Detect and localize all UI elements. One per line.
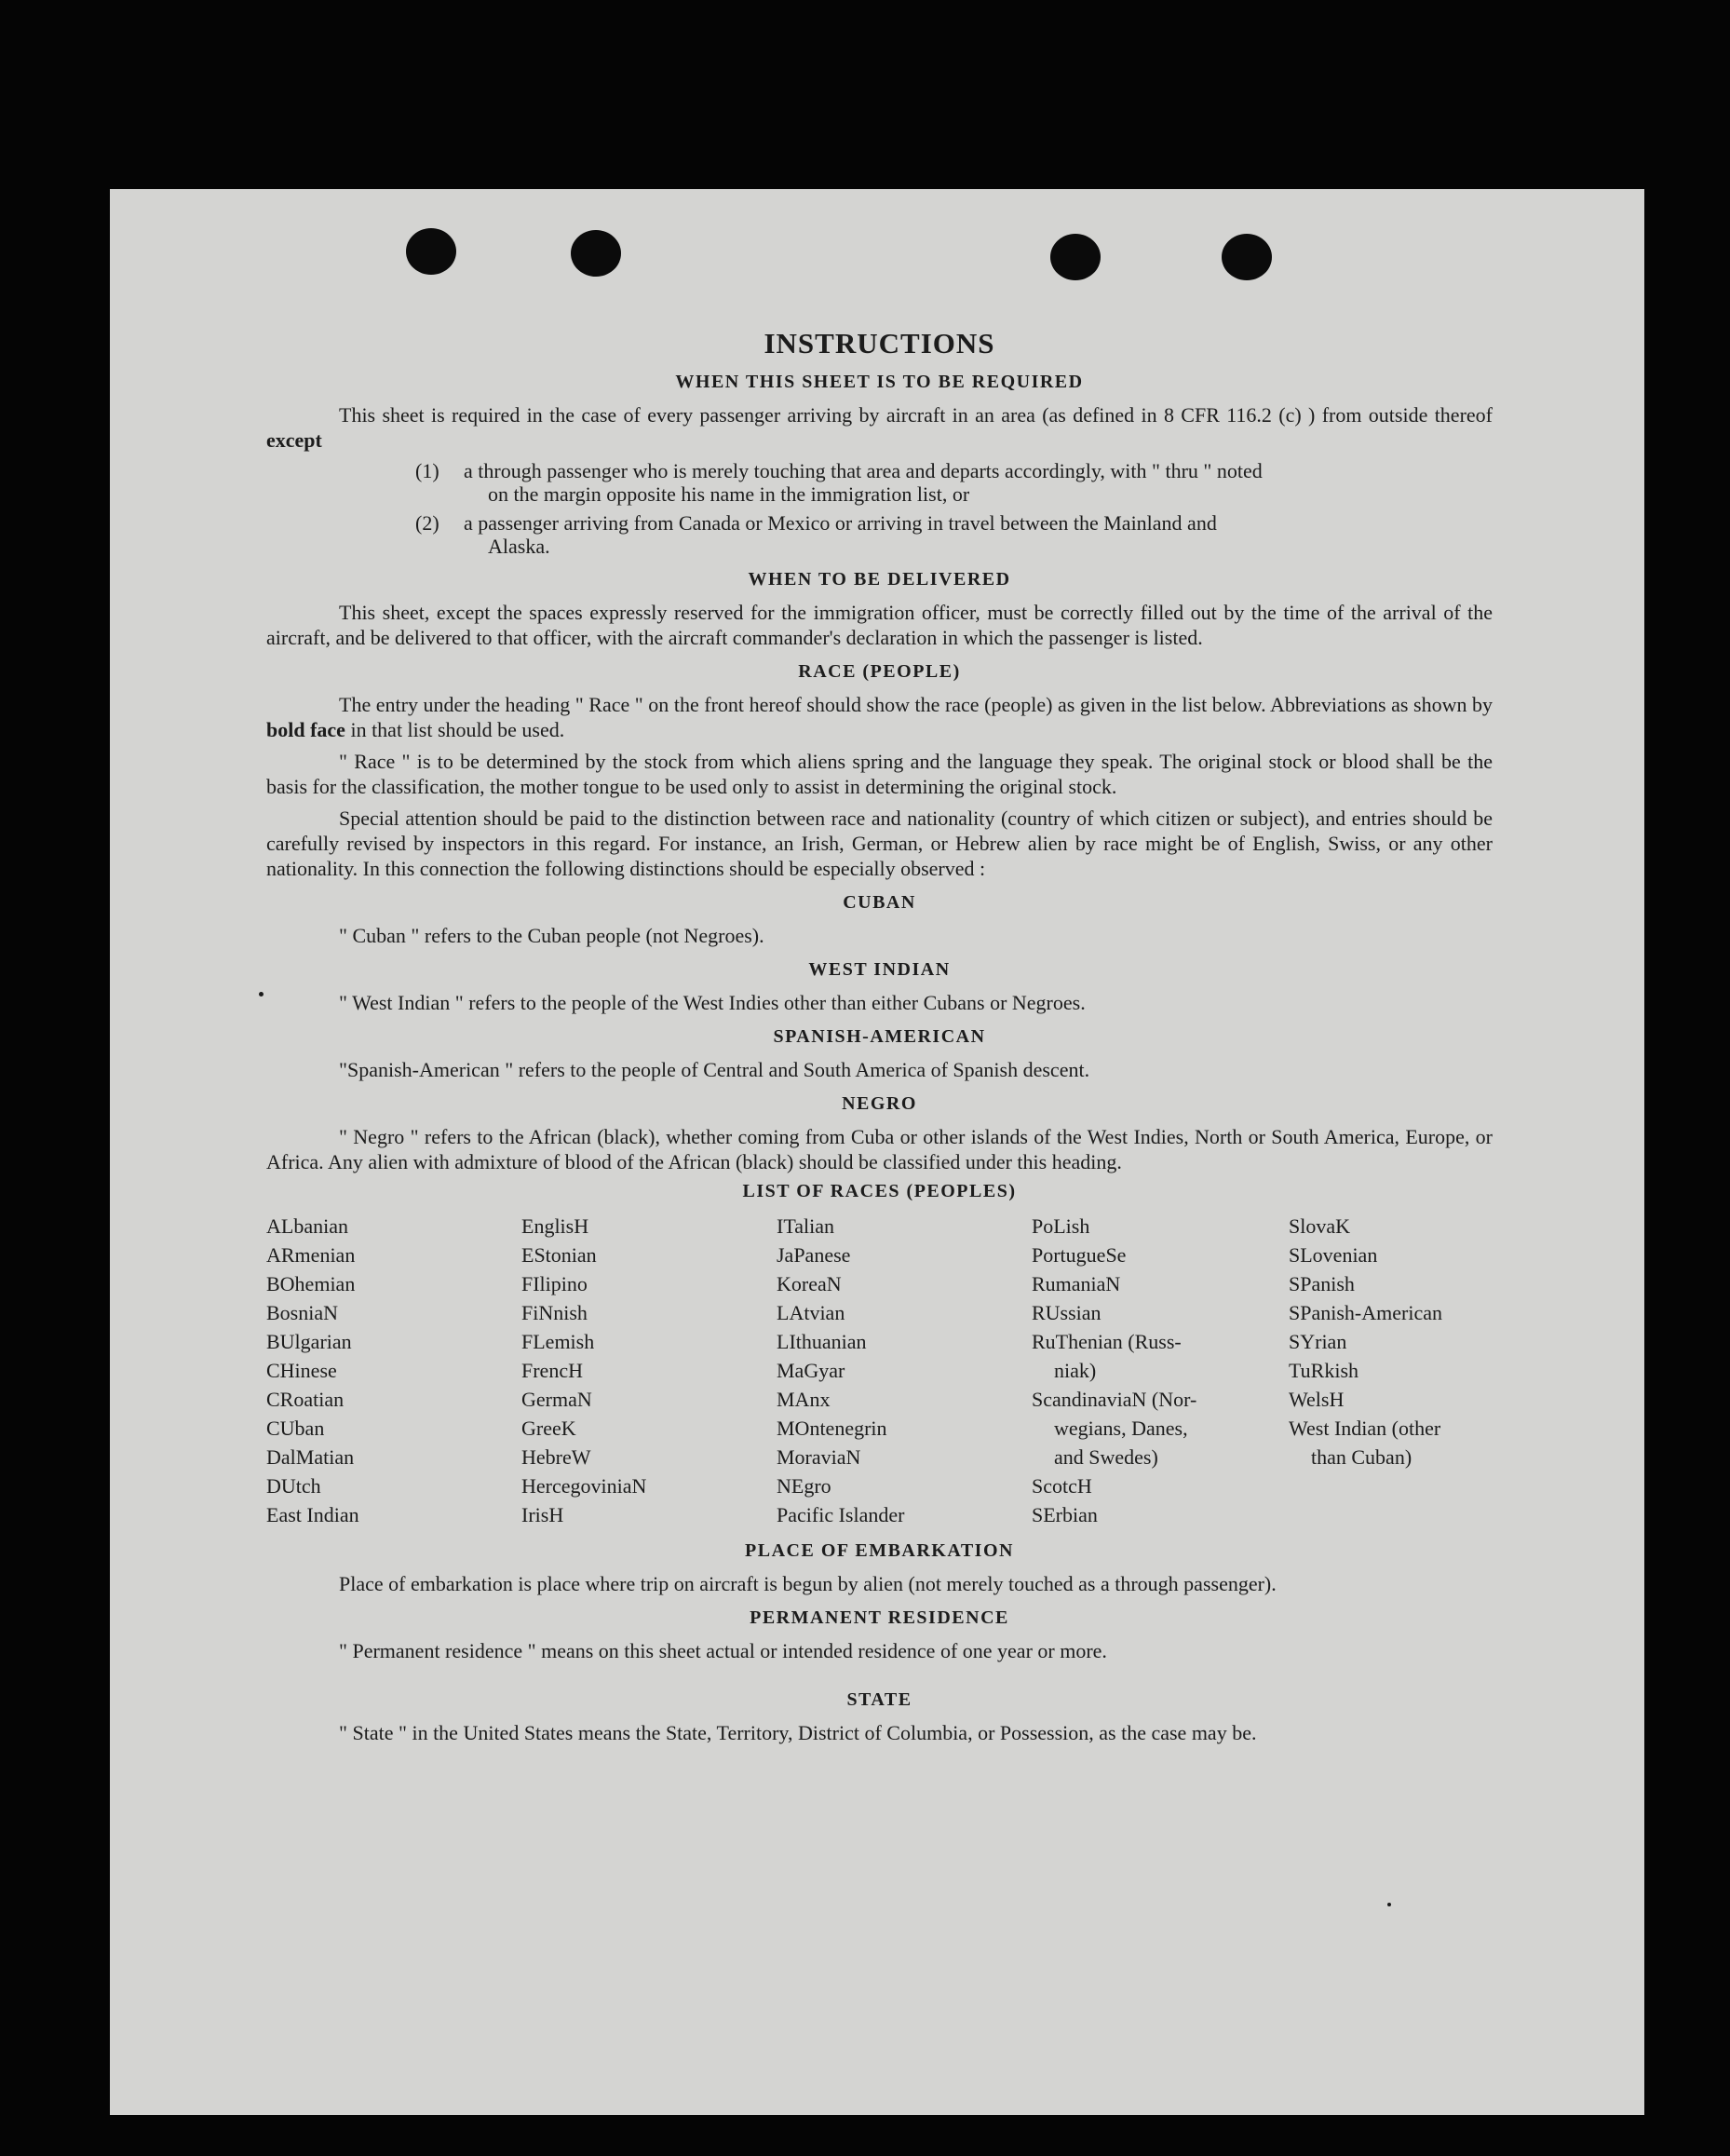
race-item: SYrian [1289, 1330, 1347, 1353]
race-item: MaGyar [777, 1359, 845, 1382]
required-paragraph [266, 402, 1493, 453]
race-item: FLemish [521, 1330, 595, 1353]
race-item: HercegoviniaN [521, 1474, 647, 1498]
race-text-b: in that list should be used. [350, 718, 565, 741]
item-number: (1) [415, 459, 439, 482]
race-paragraph-1 [266, 692, 1493, 742]
race-item: CRoatian [266, 1388, 345, 1411]
race-item: MAnx [777, 1388, 831, 1411]
race-item: RumaniaN [1032, 1272, 1121, 1295]
race-item: ALbanian [266, 1214, 348, 1238]
race-item-continuation: niak) [1054, 1359, 1097, 1382]
speck [1387, 1903, 1391, 1906]
race-paragraph-2: " Race " is to be determined by the stock from which aliens spring and the language they speak. The original stock or blood shall be the basis for the classification, the mother tongue to be used only to assist in determining the original stock. [266, 750, 1493, 798]
item-number: (2) [415, 511, 439, 535]
speck [259, 992, 264, 997]
race-item: ARmenian [266, 1243, 356, 1267]
races-column-1 [266, 1212, 521, 1529]
race-item: IrisH [521, 1503, 564, 1526]
section-heading-race: RACE (PEOPLE) [798, 661, 961, 682]
race-item: MoraviaN [777, 1445, 861, 1469]
race-item: PortugueSe [1032, 1243, 1127, 1267]
race-item: TuRkish [1289, 1359, 1359, 1382]
item-line: on the margin opposite his name in the immigration list, or [488, 482, 970, 506]
race-item: East Indian [266, 1503, 359, 1526]
negro-paragraph: " Negro " refers to the African (black), whether coming from Cuba or other islands of the West Indies, North or South America, Europe, or Africa. Any alien with admixture of blood of the African (black) should be classified under this heading. [266, 1125, 1493, 1173]
item-text [464, 459, 1493, 506]
race-item: ScotcH [1032, 1474, 1092, 1498]
race-item: JaPanese [777, 1243, 851, 1267]
race-item: EnglisH [521, 1214, 589, 1238]
race-item: CHinese [266, 1359, 337, 1382]
races-column-2 [521, 1212, 777, 1529]
race-item: NEgro [777, 1474, 831, 1498]
cuban-paragraph: " Cuban " refers to the Cuban people (not Negroes). [339, 924, 764, 947]
section-heading-state: STATE [846, 1689, 912, 1710]
race-item: SLovenian [1289, 1243, 1378, 1267]
item-line: Alaska. [488, 535, 550, 558]
races-column-3 [777, 1212, 1032, 1529]
item-line: a passenger arriving from Canada or Mexico or arriving in travel between the Mainland and [464, 511, 1217, 535]
delivered-paragraph: This sheet, except the spaces expressly reserved for the immigration officer, must be correctly filled out by the time of the arrival of the aircraft, and be delivered to that officer, with the aircraft commander's declaration in which the passenger is listed. [266, 601, 1493, 649]
section-heading-residence: PERMANENT RESIDENCE [750, 1607, 1009, 1628]
section-heading-cuban: CUBAN [843, 892, 916, 913]
race-item: PoLish [1032, 1214, 1090, 1238]
race-item: FiNnish [521, 1301, 588, 1324]
residence-paragraph: " Permanent residence " means on this sheet actual or intended residence of one year or more. [339, 1639, 1107, 1662]
punch-hole [406, 228, 456, 275]
race-item: SlovaK [1289, 1214, 1350, 1238]
punch-hole [1050, 234, 1101, 280]
race-item-continuation: wegians, Danes, [1054, 1417, 1188, 1440]
spanish-american-paragraph: "Spanish-American " refers to the people of Central and South America of Spanish descent. [339, 1058, 1090, 1081]
list-item [415, 511, 1493, 558]
except-text: except [266, 428, 322, 452]
section-heading-embarkation: PLACE OF EMBARKATION [745, 1540, 1014, 1561]
race-item-continuation: than Cuban) [1311, 1445, 1412, 1469]
race-item: SPanish [1289, 1272, 1355, 1295]
race-item: FrencH [521, 1359, 583, 1382]
section-heading-spanish-american: SPANISH-AMERICAN [773, 1026, 986, 1047]
race-item: BosniaN [266, 1301, 338, 1324]
bold-face-text: bold face [266, 718, 345, 741]
race-item: SPanish-American [1289, 1301, 1442, 1324]
required-text: This sheet is required in the case of every passenger arriving by aircraft in an area (as defined in 8 CFR 116.2 (c) ) from outside thereof [339, 403, 1493, 427]
race-paragraph-3: Special attention should be paid to the distinction between race and nationality (country of which citizen or subject), and entries should be carefully revised by inspectors in this regard. For instance, an Irish, German, or Hebrew alien by race might be of English, Swiss, or any other nationality. In this connection the following distinctions should be especially observed : [266, 807, 1493, 880]
race-text-a: The entry under the heading " Race " on the front hereof should show the race (people) as given in the list below. Abbreviations as shown by [339, 693, 1493, 716]
item-text [464, 511, 1493, 558]
race-item: EStonian [521, 1243, 597, 1267]
race-item: West Indian (other [1289, 1417, 1441, 1440]
race-item: DalMatian [266, 1445, 355, 1469]
races-column-5 [1289, 1212, 1493, 1529]
race-item: Pacific Islander [777, 1503, 905, 1526]
race-item-continuation: and Swedes) [1054, 1445, 1158, 1469]
race-item: KoreaN [777, 1272, 842, 1295]
item-line: a through passenger who is merely touching that area and departs accordingly, with " thru " noted [464, 459, 1263, 482]
race-item: DUtch [266, 1474, 321, 1498]
race-item: HebreW [521, 1445, 591, 1469]
race-item: GermaN [521, 1388, 592, 1411]
race-item: ITalian [777, 1214, 834, 1238]
section-heading-negro: NEGRO [842, 1093, 917, 1114]
race-item: SErbian [1032, 1503, 1098, 1526]
west-indian-paragraph: " West Indian " refers to the people of the West Indies other than either Cubans or Negroes. [339, 991, 1086, 1014]
punch-hole [1222, 234, 1272, 280]
race-item: FIlipino [521, 1272, 588, 1295]
section-heading-west-indian: WEST INDIAN [808, 959, 951, 980]
race-item: LAtvian [777, 1301, 845, 1324]
section-heading-delivered: WHEN TO BE DELIVERED [748, 569, 1011, 590]
state-paragraph: " State " in the United States means the State, Territory, District of Columbia, or Possession, as the case may be. [339, 1721, 1257, 1744]
section-heading-races-list: LIST OF RACES (PEOPLES) [742, 1181, 1017, 1201]
section-heading-required: WHEN THIS SHEET IS TO BE REQUIRED [675, 372, 1084, 392]
document-sheet [110, 189, 1644, 2115]
race-item: GreeK [521, 1417, 576, 1440]
race-item: WelsH [1289, 1388, 1345, 1411]
race-item: ScandinaviaN (Nor- [1032, 1388, 1197, 1411]
race-item: BOhemian [266, 1272, 356, 1295]
list-item [415, 459, 1493, 506]
race-item: RuThenian (Russ- [1032, 1330, 1182, 1353]
race-item: BUlgarian [266, 1330, 352, 1353]
race-item: MOntenegrin [777, 1417, 887, 1440]
races-list [266, 1212, 1493, 1529]
races-column-4 [1032, 1212, 1289, 1529]
race-item: CUban [266, 1417, 325, 1440]
punch-hole [571, 230, 621, 277]
embarkation-paragraph: Place of embarkation is place where trip on aircraft is begun by alien (not merely touched as a through passenger). [339, 1572, 1277, 1595]
race-item: RUssian [1032, 1301, 1102, 1324]
race-item: LIthuanian [777, 1330, 867, 1353]
page-title: INSTRUCTIONS [764, 327, 995, 359]
instructions-content [266, 327, 1493, 1752]
